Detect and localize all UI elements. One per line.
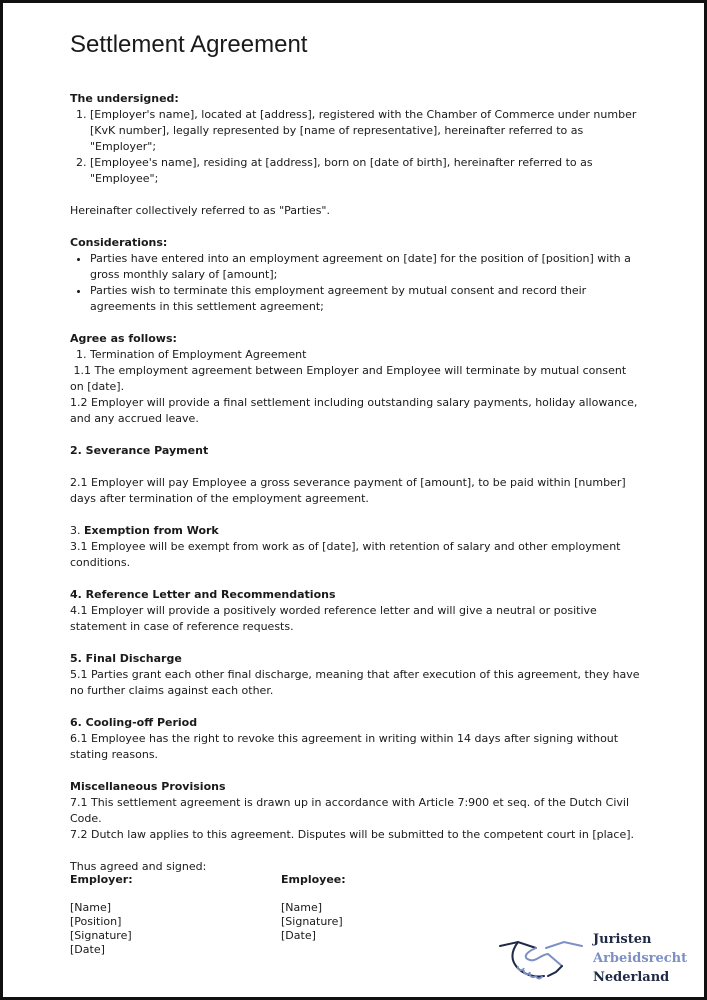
clause-1-2: 1.2 Employer will provide a final settlement including outstanding salary payments, holiday allowance, and any accrued leave. [70,396,638,425]
undersigned-list [70,107,640,187]
considerations-list [70,251,640,315]
clause-6-1: 6.1 Employee has the right to revoke this agreement in writing within 14 days after signing without stating reasons. [70,732,619,761]
agree-heading: Agree as follows: [70,332,177,345]
document-title: Settlement Agreement [70,31,308,58]
discharge-heading: 5. Final Discharge [70,652,182,665]
clause-5-1: 5.1 Parties grant each other final discharge, meaning that after execution of this agreement, they have no further claims against each other. [70,668,640,697]
clause-7-1: 7.1 This settlement agreement is drawn up in accordance with Article 7:900 et seq. of the Dutch Civil Code. [70,796,629,825]
exemption-heading [70,523,640,539]
misc-heading: Miscellaneous Provisions [70,780,226,793]
signed-text: Thus agreed and signed: [70,860,207,873]
exemption-number: 3. [70,524,84,537]
clause-2-1: 2.1 Employer will pay Employee a gross severance payment of [amount], to be paid within [number] days after termination of the employment agreement. [70,476,626,505]
list-item: 1. Termination of Employment Agreement [90,347,640,363]
clause-3-1: 3.1 Employee will be exempt from work as of [date], with retention of salary and other employment conditions. [70,540,621,569]
signature-line: [Date] [70,943,105,956]
undersigned-heading: The undersigned: [70,92,179,105]
signature-line: [Position] [70,915,122,928]
list-item: • Parties have entered into an employment agreement on [date] for the position of [position] with a gross monthly salary of [amount]; [90,251,640,283]
parties-text: Hereinafter collectively referred to as "Parties". [70,204,330,217]
clause-7-2: 7.2 Dutch law applies to this agreement. Disputes will be submitted to the competent court in [place]. [70,828,635,841]
signature-line: [Name] [70,901,112,914]
exemption-title: Exemption from Work [84,524,219,537]
employer-signature [70,873,270,957]
signature-line: [Signature] [281,915,343,928]
logo-line-2: Arbeidsrecht [593,951,688,966]
employee-signature [281,873,481,943]
document-body [70,28,640,875]
handshake-icon [496,932,586,984]
logo-line-1: Juristen [593,932,652,947]
cooling-heading: 6. Cooling-off Period [70,716,198,729]
employee-heading: Employee: [281,873,346,886]
list-item: 2. [Employee's name], residing at [address], born on [date of birth], hereinafter referred to as "Employee"; [90,155,640,187]
agree-list [70,347,640,363]
list-item: 1. [Employer's name], located at [address], registered with the Chamber of Commerce under number [KvK number], legally represented by [name of representative], hereinafter referred to as "Employer"; [90,107,640,155]
clause-1-1: 1.1 The employment agreement between Employer and Employee will terminate by mutual consent on [date]. [70,364,630,393]
severance-heading: 2. Severance Payment [70,444,209,457]
signature-line: [Signature] [70,929,132,942]
signature-line: [Date] [281,929,316,942]
list-item: • Parties wish to terminate this employment agreement by mutual consent and record their agreements in this settlement agreement; [90,283,640,315]
employer-heading: Employer: [70,873,133,886]
reference-heading: 4. Reference Letter and Recommendations [70,588,336,601]
considerations-heading: Considerations: [70,236,168,249]
clause-4-1: 4.1 Employer will provide a positively worded reference letter and will give a neutral or positive statement in case of reference requests. [70,604,597,633]
logo-line-3: Nederland [593,970,670,985]
logo-text [593,930,687,987]
company-logo [496,928,696,988]
signature-line: [Name] [281,901,323,914]
